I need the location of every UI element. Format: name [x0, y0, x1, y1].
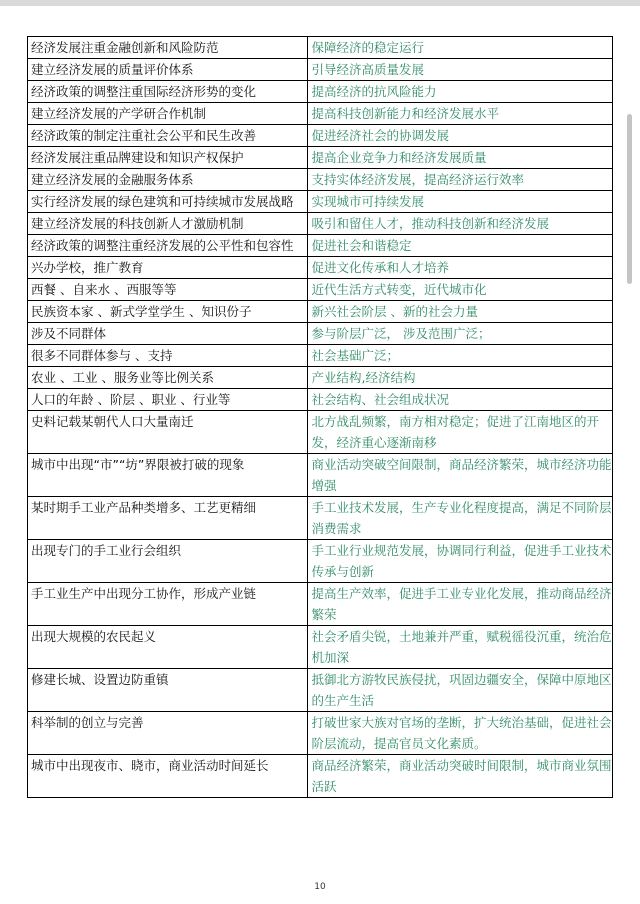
result-cell: 产业结构,经济结构 [308, 367, 613, 389]
condition-cell: 修建长城、设置边防重镇 [28, 669, 308, 712]
table-row [28, 345, 613, 367]
result-cell: 保障经济的稳定运行 [308, 37, 613, 59]
condition-cell: 人口的年龄 、阶层 、职业 、行业等 [28, 389, 308, 411]
result-cell: 提高企业竞争力和经济发展质量 [308, 147, 613, 169]
table-body [28, 37, 613, 798]
vertical-scrollbar[interactable] [627, 114, 632, 284]
table-row [28, 37, 613, 59]
condition-cell: 民族资本家 、新式学堂学生 、知识份子 [28, 301, 308, 323]
condition-cell: 手工业生产中出现分工协作，形成产业链 [28, 583, 308, 626]
result-cell: 促进社会和谐稳定 [308, 235, 613, 257]
table-row [28, 191, 613, 213]
condition-cell: 城市中出现“市”“坊”界限被打破的现象 [28, 454, 308, 497]
table-row [28, 213, 613, 235]
table-row [28, 301, 613, 323]
table-row [28, 125, 613, 147]
table-row [28, 755, 613, 798]
page-number: 10 [314, 882, 326, 892]
result-cell: 提高科技创新能力和经济发展水平 [308, 103, 613, 125]
result-cell: 促进文化传承和人才培养 [308, 257, 613, 279]
condition-cell: 科举制的创立与完善 [28, 712, 308, 755]
result-cell: 手工业技术发展，生产专业化程度提高，满足不同阶层消费需求 [308, 497, 613, 540]
result-cell: 提高生产效率，促进手工业专业化发展，推动商品经济繁荣 [308, 583, 613, 626]
result-cell: 商品经济繁荣，商业活动突破时间限制，城市商业氛围活跃 [308, 755, 613, 798]
result-cell: 参与阶层广泛， 涉及范围广泛； [308, 323, 613, 345]
condition-cell: 经济发展注重金融创新和风险防范 [28, 37, 308, 59]
result-cell: 吸引和留住人才，推动科技创新和经济发展 [308, 213, 613, 235]
table-row [28, 411, 613, 454]
table-row [28, 389, 613, 411]
table-row [28, 626, 613, 669]
table-row [28, 454, 613, 497]
result-cell: 促进经济社会的协调发展 [308, 125, 613, 147]
result-cell: 社会基础广泛； [308, 345, 613, 367]
condition-cell: 城市中出现夜市、晓市，商业活动时间延长 [28, 755, 308, 798]
table-row [28, 81, 613, 103]
condition-cell: 建立经济发展的质量评价体系 [28, 59, 308, 81]
result-cell: 支持实体经济发展，提高经济运行效率 [308, 169, 613, 191]
table-row [28, 257, 613, 279]
condition-cell: 涉及不同群体 [28, 323, 308, 345]
result-cell: 商业活动突破空间限制，商品经济繁荣，城市经济功能增强 [308, 454, 613, 497]
table-row [28, 323, 613, 345]
table-row [28, 712, 613, 755]
condition-cell: 史料记载某朝代人口大量南迁 [28, 411, 308, 454]
table-row [28, 367, 613, 389]
condition-cell: 经济政策的调整注重国际经济形势的变化 [28, 81, 308, 103]
result-cell: 手工业行业规范发展，协调同行利益，促进手工业技术传承与创新 [308, 540, 613, 583]
result-cell: 社会矛盾尖锐，土地兼并严重，赋税徭役沉重，统治危机加深 [308, 626, 613, 669]
top-toolbar-strip [0, 0, 640, 6]
condition-cell: 西餐 、自来水 、西服等等 [28, 279, 308, 301]
table-row [28, 59, 613, 81]
condition-result-table [27, 36, 613, 798]
table-row [28, 540, 613, 583]
result-cell: 实现城市可持续发展 [308, 191, 613, 213]
condition-cell: 农业 、工业 、服务业等比例关系 [28, 367, 308, 389]
condition-cell: 出现专门的手工业行会组织 [28, 540, 308, 583]
table-row [28, 235, 613, 257]
condition-cell: 建立经济发展的产学研合作机制 [28, 103, 308, 125]
condition-cell: 经济政策的调整注重经济发展的公平性和包容性 [28, 235, 308, 257]
condition-cell: 建立经济发展的科技创新人才激励机制 [28, 213, 308, 235]
result-cell: 新兴社会阶层 、新的社会力量 [308, 301, 613, 323]
result-cell: 打破世家大族对官场的垄断，扩大统治基础，促进社会阶层流动，提高官员文化素质。 [308, 712, 613, 755]
table-row [28, 147, 613, 169]
condition-cell: 实行经济发展的绿色建筑和可持续城市发展战略 [28, 191, 308, 213]
condition-cell: 兴办学校，推广教育 [28, 257, 308, 279]
condition-cell: 经济发展注重品牌建设和知识产权保护 [28, 147, 308, 169]
condition-cell: 出现大规模的农民起义 [28, 626, 308, 669]
result-cell: 引导经济高质量发展 [308, 59, 613, 81]
table-row [28, 583, 613, 626]
result-cell: 北方战乱频繁，南方相对稳定；促进了江南地区的开发，经济重心逐渐南移 [308, 411, 613, 454]
result-cell: 抵御北方游牧民族侵扰，巩固边疆安全，保障中原地区的生产生活 [308, 669, 613, 712]
condition-cell: 某时期手工业产品种类增多、工艺更精细 [28, 497, 308, 540]
result-cell: 提高经济的抗风险能力 [308, 81, 613, 103]
result-cell: 近代生活方式转变，近代城市化 [308, 279, 613, 301]
table-row [28, 279, 613, 301]
table-row [28, 169, 613, 191]
table-row [28, 103, 613, 125]
table-row [28, 497, 613, 540]
condition-cell: 经济政策的制定注重社会公平和民生改善 [28, 125, 308, 147]
condition-cell: 建立经济发展的金融服务体系 [28, 169, 308, 191]
table-row [28, 669, 613, 712]
condition-cell: 很多不同群体参与 、支持 [28, 345, 308, 367]
result-cell: 社会结构、社会组成状况 [308, 389, 613, 411]
